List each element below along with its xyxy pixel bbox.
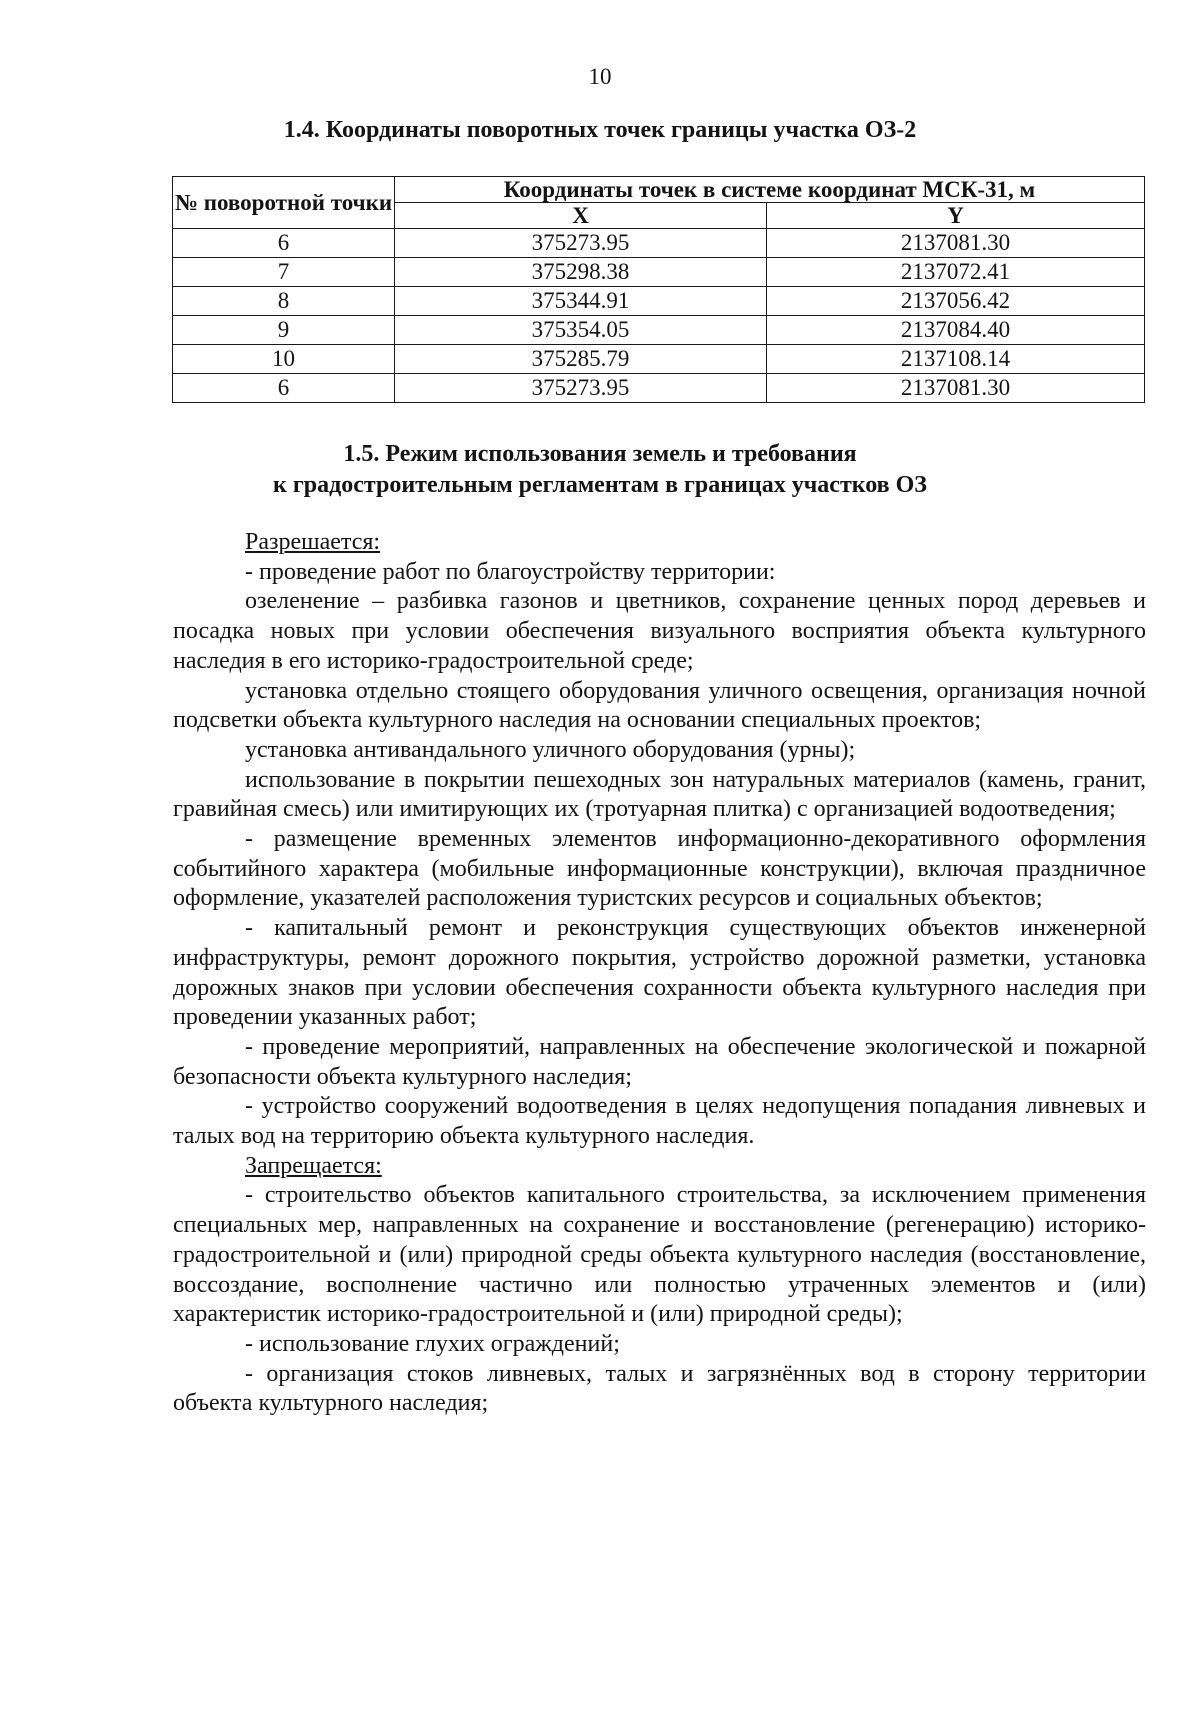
table-row [173, 374, 1145, 403]
y-cell: 2137056.42 [767, 287, 1145, 316]
x-cell: 375344.91 [395, 287, 767, 316]
x-cell: 375273.95 [395, 229, 767, 258]
allowed-item: - капитальный ремонт и реконструкция существующих объектов инженерной инфраструктуры, ремонт дорожного покрытия, устройство дорожной разметки, установка дорожных знаков при условии обеспечения сохранности объекта культурного наследия при проведении указанных работ; [173, 915, 1146, 1031]
section-1-4-title: 1.4. Координаты поворотных точек границы участка ОЗ-2 [283, 117, 917, 143]
point-cell: 6 [173, 374, 395, 403]
section-1-5-title-line2: к градостроительным регламентам в границах участков ОЗ [273, 472, 927, 498]
coordinates-table [172, 176, 1145, 403]
prohibited-item: - организация стоков ливневых, талых и загрязнённых вод в сторону территории объекта культурного наследия; [173, 1360, 1146, 1417]
y-header: Y [767, 203, 1145, 229]
allowed-label: Разрешается: [245, 529, 381, 555]
table-row [173, 287, 1145, 316]
prohibited-item: - строительство объектов капитального строительства, за исключением применения специальных мер, направленных на сохранение и восстановление (регенерацию) историко-градостроительной и (или) природной среды объекта культурного наследия (восстановление, воссоздание, восполнение частично или полностью утраченных элементов и (или) характеристик историко-градостроительной и (или) природной среды); [173, 1182, 1146, 1328]
prohibited-item: - использование глухих ограждений; [245, 1330, 620, 1357]
page-number: 10 [588, 64, 612, 89]
x-cell: 375298.38 [395, 258, 767, 287]
point-cell: 6 [173, 229, 395, 258]
point-cell: 7 [173, 258, 395, 287]
y-cell: 2137084.40 [767, 316, 1145, 345]
y-cell: 2137072.41 [767, 258, 1145, 287]
y-cell: 2137108.14 [767, 345, 1145, 374]
section-1-5-body [173, 528, 1146, 1419]
x-header: X [395, 203, 767, 229]
table-row [173, 229, 1145, 258]
allowed-item: установка отдельно стоящего оборудования уличного освещения, организация ночной подсветки объекта культурного наследия на основании специальных проектов; [173, 677, 1146, 734]
x-cell: 375273.95 [395, 374, 767, 403]
allowed-item: установка антивандального уличного оборудования (урны); [245, 736, 856, 763]
section-1-5-title-line1: 1.5. Режим использования земель и требования [343, 441, 857, 467]
x-cell: 375285.79 [395, 345, 767, 374]
prohibited-label: Запрещается: [245, 1152, 382, 1179]
table-row [173, 258, 1145, 287]
allowed-item: озеленение – разбивка газонов и цветников, сохранение ценных пород деревьев и посадка новых при условии обеспечения визуального восприятия объекта культурного наследия в его историко-градостроительной среде; [173, 588, 1146, 674]
allowed-item: - проведение работ по благоустройству территории: [245, 558, 776, 585]
coordinates-group-header: Координаты точек в системе координат МСК-31, м [395, 177, 1145, 203]
point-cell: 9 [173, 316, 395, 345]
point-cell: 8 [173, 287, 395, 316]
allowed-item: использование в покрытии пешеходных зон натуральных материалов (камень, гранит, гравийная смесь) или имитирующих их (тротуарная плитка) с организацией водоотведения; [173, 766, 1146, 823]
x-cell: 375354.05 [395, 316, 767, 345]
allowed-item: - проведение мероприятий, направленных на обеспечение экологической и пожарной безопасности объекта культурного наследия; [173, 1033, 1146, 1090]
allowed-item: - устройство сооружений водоотведения в целях недопущения попадания ливневых и талых вод на территорию объекта культурного наследия. [173, 1093, 1146, 1150]
point-number-header: № поворотной точки [173, 177, 395, 229]
allowed-item: - размещение временных элементов информационно-декоративного оформления событийного характера (мобильные информационные конструкции), включая праздничное оформление, указателей расположения туристских ресурсов и социальных объектов; [173, 826, 1146, 912]
y-cell: 2137081.30 [767, 374, 1145, 403]
table-row [173, 316, 1145, 345]
y-cell: 2137081.30 [767, 229, 1145, 258]
point-cell: 10 [173, 345, 395, 374]
table-row [173, 345, 1145, 374]
